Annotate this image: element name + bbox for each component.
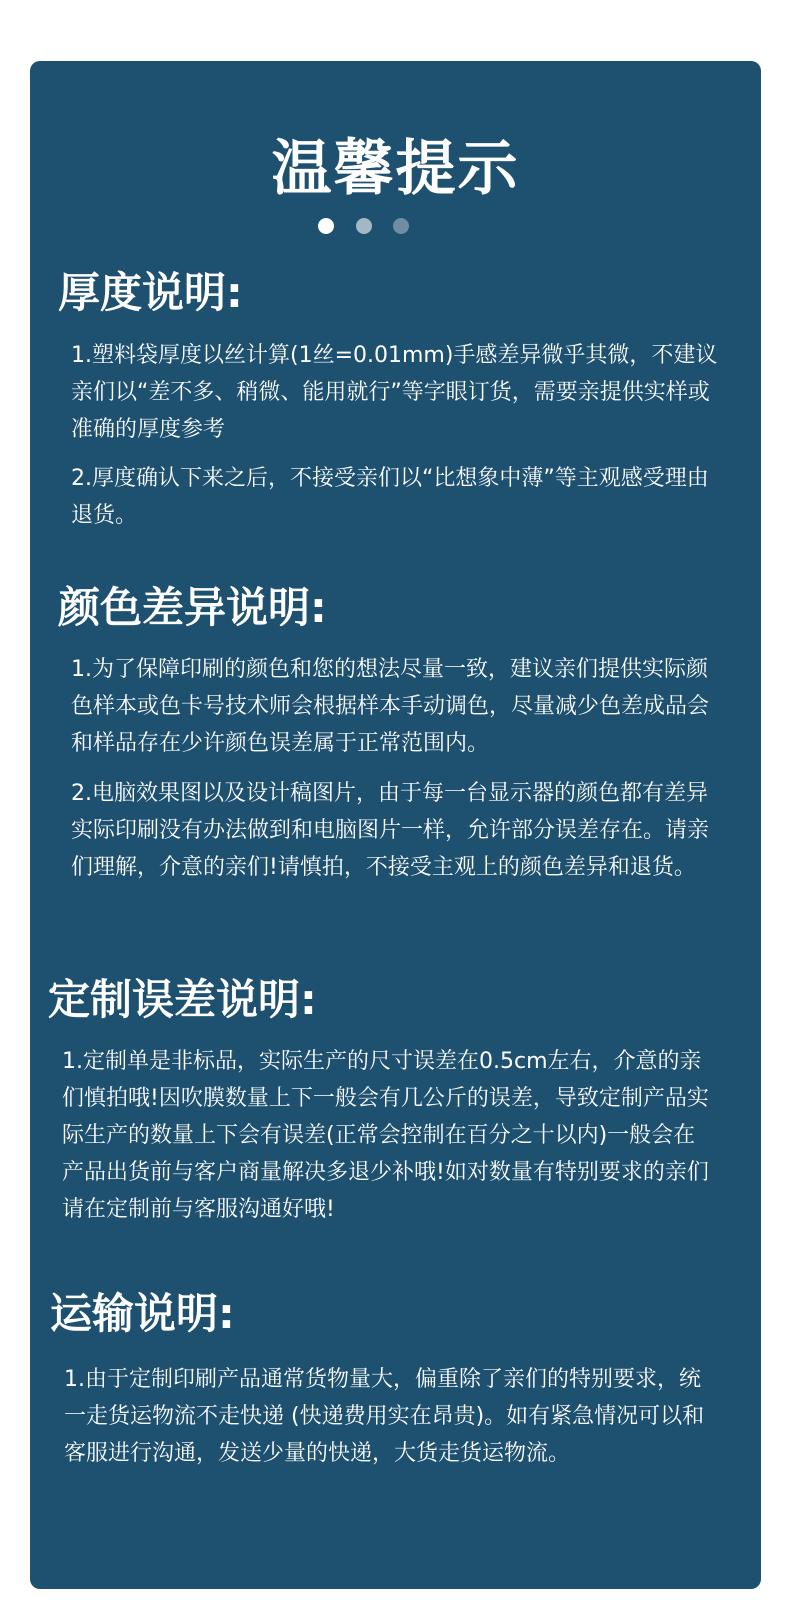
section-heading: 颜色差异说明: <box>58 583 327 632</box>
indicator-dot <box>356 218 372 234</box>
page-indicator <box>30 218 761 238</box>
section-paragraph: 1.塑料袋厚度以丝计算(1丝=0.01mm)手感差异微乎其微，不建议亲们以“差不多、稍微、能用就行”等字眼订货，需要亲提供实样或准确的厚度参考 <box>71 343 718 442</box>
page-title: 温馨提示 <box>271 134 520 204</box>
section-paragraph: 1.为了保障印刷的颜色和您的想法尽量一致，建议亲们提供实际颜色样本或色卡号技术师会根据样本手动调色，尽量减少色差成品会和样品存在少许颜色误差属于正常范围内。 <box>71 657 710 756</box>
section-paragraph: 2.电脑效果图以及设计稿图片，由于每一台显示器的颜色都有差异实际印刷没有办法做到和电脑图片一样，允许部分误差存在。请亲们理解，介意的亲们!请慎拍，不接受主观上的颜色差异和退货。 <box>71 781 710 880</box>
indicator-dot <box>393 218 409 234</box>
section-heading: 运输说明: <box>50 1289 235 1338</box>
section-paragraph: 1.由于定制印刷产品通常货物量大，偏重除了亲们的特别要求，统一走货运物流不走快递 (快递费用实在昂贵)。如有紧急情况可以和客服进行沟通，发送少量的快递，大货走货运物流。 <box>64 1367 705 1466</box>
notice-card <box>30 61 761 1589</box>
section-heading: 厚度说明: <box>58 268 243 317</box>
indicator-dot-active <box>318 218 334 234</box>
section-paragraph: 1.定制单是非标品，实际生产的尺寸误差在0.5cm左右，介意的亲们慎拍哦!因吹膜数量上下一般会有几公斤的误差，导致定制产品实际生产的数量上下会有误差(正常会控制在百分之十以内)一般会在产品出货前与客户商量解决多退少补哦!如对数量有特别要求的亲们请在定制前与客服沟通好哦! <box>62 1049 709 1222</box>
section-paragraph: 2.厚度确认下来之后，不接受亲们以“比想象中薄”等主观感受理由退货。 <box>71 466 709 528</box>
section-heading: 定制误差说明: <box>48 975 317 1024</box>
